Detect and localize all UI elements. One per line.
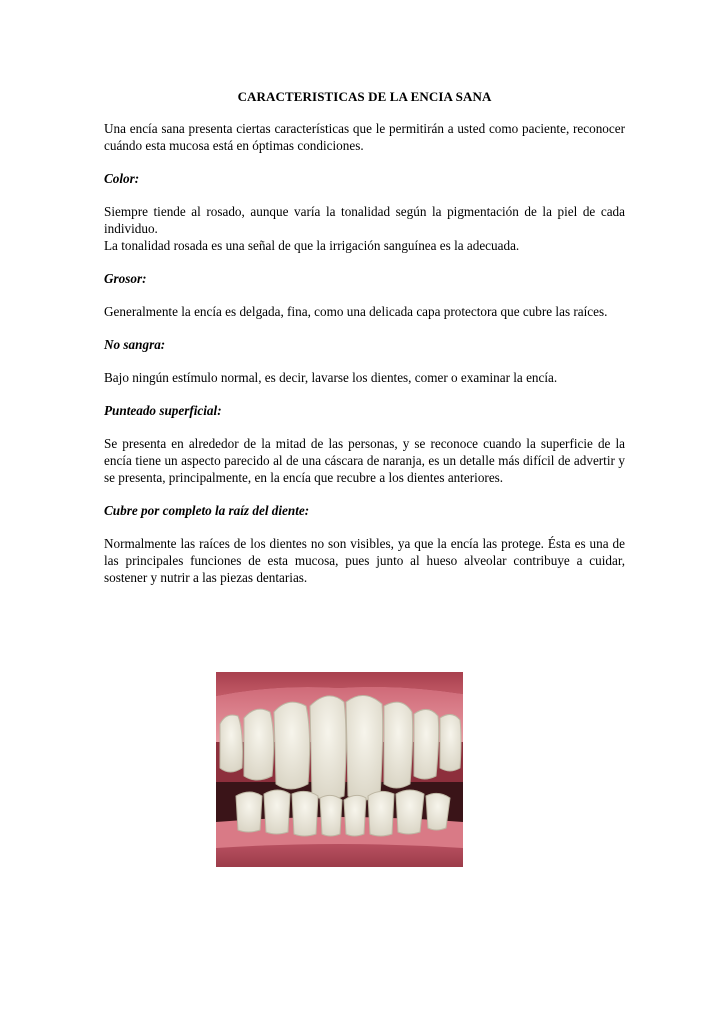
section-line: Generalmente la encía es delgada, fina, como una delicada capa protectora que cubre las raíces. (104, 304, 608, 319)
section-body-no-sangra (104, 369, 625, 386)
section-body-raiz (104, 535, 625, 586)
section-line: Se presenta en alrededor de la mitad de las personas, y se reconoce cuando la superficie de la encía tiene un aspecto parecido al de una cáscara de naranja, es un detalle más difícil de advertir y se presenta, principalmente, en la encía que recubre a los dientes anteriores. (104, 436, 625, 485)
section-heading-color: Color: (104, 171, 140, 186)
section-body-grosor (104, 303, 625, 320)
section-line: Siempre tiende al rosado, aunque varía la tonalidad según la pigmentación de la piel de cada individuo. (104, 204, 625, 236)
section-line: Bajo ningún estímulo normal, es decir, lavarse los dientes, comer o examinar la encía. (104, 370, 558, 385)
document-title: CARACTERISTICAS DE LA ENCIA SANA (237, 89, 492, 104)
section-line: Normalmente las raíces de los dientes no son visibles, ya que la encía las protege. Ésta es una de las principales funciones de esta mucosa, pues junto al hueso alveolar contribuye a cuidar, sostener y nutrir a las piezas dentarias. (104, 536, 625, 585)
section-heading-raiz: Cubre por completo la raíz del diente: (104, 503, 310, 518)
intro-paragraph: Una encía sana presenta ciertas características que le permitirán a usted como paciente, reconocer cuándo esta mucosa está en óptimas condiciones. (104, 121, 625, 153)
section-body-color (104, 203, 625, 254)
healthy-gums-photo (216, 672, 463, 867)
section-heading-punteado: Punteado superficial: (104, 403, 222, 418)
section-body-punteado (104, 435, 625, 486)
section-heading-no-sangra: No sangra: (104, 337, 166, 352)
section-line: La tonalidad rosada es una señal de que la irrigación sanguínea es la adecuada. (104, 238, 520, 253)
document-page (104, 88, 625, 602)
section-heading-grosor: Grosor: (104, 271, 147, 286)
